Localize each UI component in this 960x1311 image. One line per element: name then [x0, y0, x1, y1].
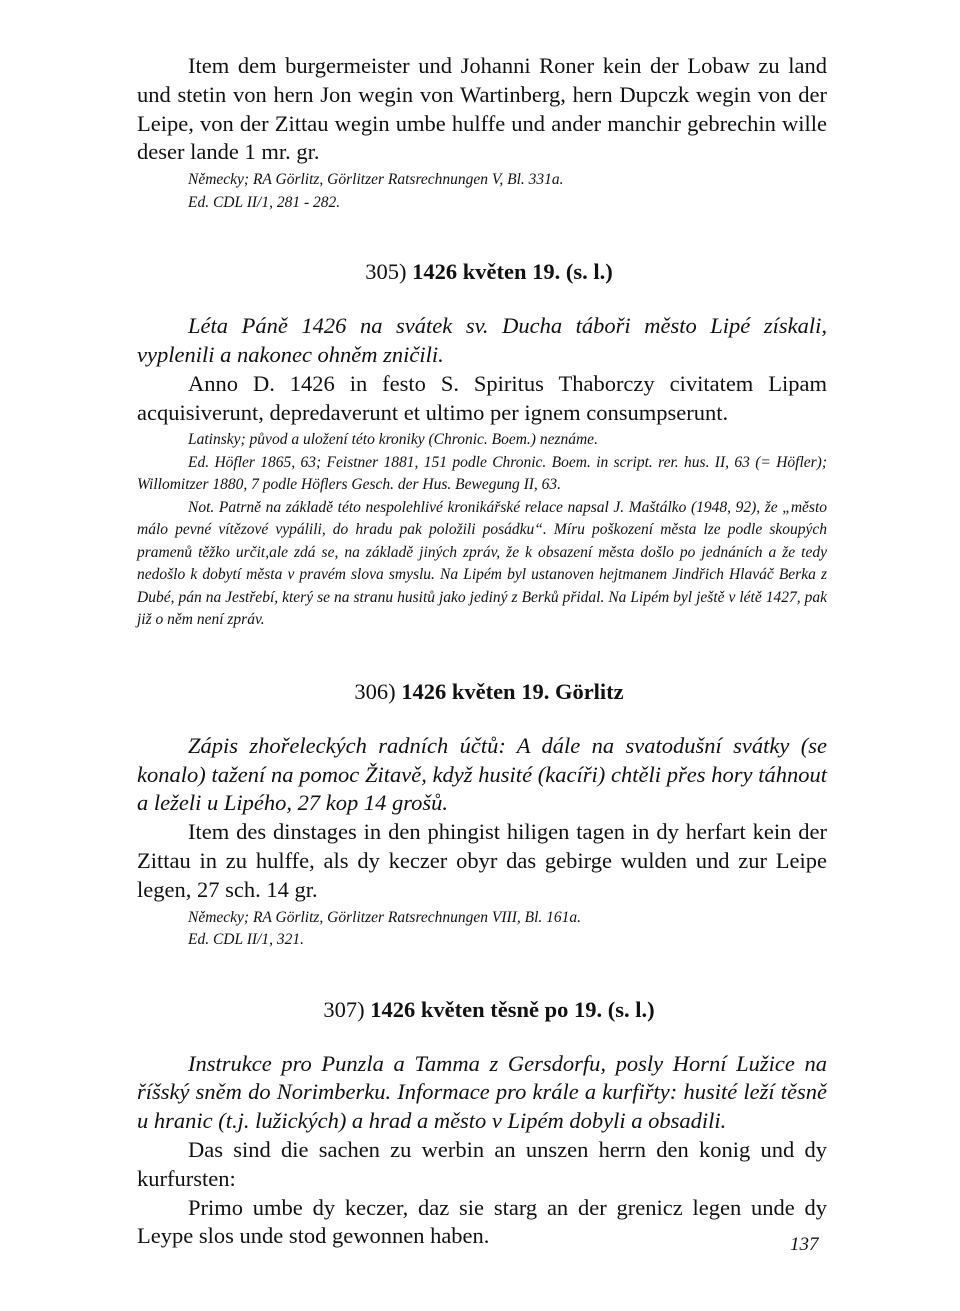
entry-305-regest: Léta Páně 1426 na svátek sv. Ducha táboři město Lipé získali, vyplenili a nakonec ohněm zničili.: [137, 313, 827, 367]
entry-306-date: 1426 květen 19. Görlitz: [401, 678, 624, 704]
entry-307-text-1: Das sind die sachen zu werbin an unszen herrn den konig und dy kurfursten:: [137, 1137, 827, 1191]
entry-305-number: 305): [365, 259, 407, 285]
entry-305-source: Latinsky; původ a uložení této kroniky (Chronic. Boem.) neznáme.: [188, 431, 598, 449]
document-page: [137, 52, 827, 1251]
entry-307-heading: [137, 996, 827, 1024]
entry-304-source: Německy; RA Görlitz, Görlitzer Ratsrechnungen V, Bl. 331a.: [188, 171, 564, 189]
entry-304-edition: Ed. CDL II/1, 281 - 282.: [188, 193, 341, 211]
entry-305-heading: [137, 258, 827, 286]
entry-306-number: 306): [354, 678, 396, 704]
entry-305-date: 1426 květen 19. (s. l.): [412, 259, 613, 285]
page-number: 137: [790, 1234, 819, 1255]
entry-305-edition: Ed. Höfler 1865, 63; Feistner 1881, 151 podle Chronic. Boem. in script. rer. hus. II, 63 (= Höfler); Willomitzer 1880, 7 podle Höflers Gesch. der Hus. Bewegung II, 63.: [137, 453, 827, 494]
entry-307-regest: Instrukce pro Punzla a Tamma z Gersdorfu, posly Horní Lužice na říšský sněm do Norimberku. Informace pro krále a kurfiřty: husité leží těsně u hranic (t.j. lužických) a hrad a město v Lipém dobyli a obsadili.: [137, 1050, 827, 1134]
entry-305-note: Not. Patrně na základě této nespolehlivé kronikářské relace napsal J. Maštálko (1948, 92), že „město málo pevné vítězové vypálili, do hradu pak položili posádku“. Míru poškození města lze podle skoupých pramenů těžko určit,ale zdá se, na základě jiných zpráv, že k obsazení města došlo po jednáních a že tedy nedošlo k dobytí města v pravém slova smyslu. Na Lipém byl ustanoven hejtmanem Jindřich Hlaváč Berka z Dubé, pán na Jestřebí, který se na stranu husitů jako jediný z Berků přidal. Na Lipém byl ještě v létě 1427, pak již o něm není zpráv.: [137, 498, 827, 629]
entry-307-number: 307): [323, 996, 365, 1022]
entry-306-source: Německy; RA Görlitz, Görlitzer Ratsrechnungen VIII, Bl. 161a.: [188, 908, 582, 926]
entry-306-text: Item des dinstages in den phingist hiligen tagen in dy herfart kein der Zittau in zu hulffe, als dy keczer obyr das gebirge wulden und zur Leipe legen, 27 sch. 14 gr.: [137, 819, 827, 902]
entry-307-date: 1426 květen těsně po 19. (s. l.): [370, 996, 655, 1022]
entry-304-text: Item dem burgermeister und Johanni Roner kein der Lobaw zu land und stetin von hern Jon wegin von Wartinberg, hern Dupczk wegin von der Leipe, von der Zittau wegin umbe hulffe und ander manchir gebrechin wille deser lande 1 mr. gr.: [137, 53, 827, 165]
entry-307-text-2: Primo umbe dy keczer, daz sie starg an der grenicz legen unde dy Leype slos unde stod gewonnen haben.: [137, 1194, 827, 1249]
entry-306-edition: Ed. CDL II/1, 321.: [188, 931, 304, 949]
entry-306-heading: [137, 678, 827, 706]
entry-306-regest: Zápis zhořeleckých radních účtů: A dále na svatodušní svátky (se konalo) tažení na pomoc Žitavě, když husité (kacíři) chtěli přes hory táhnout a leželi u Lipého, 27 kop 14 grošů.: [137, 732, 827, 816]
entry-305-text: Anno D. 1426 in festo S. Spiritus Thaborczy civitatem Lipam acquisiverunt, depredaverunt et ultimo per ignem consumpserunt.: [137, 370, 827, 425]
